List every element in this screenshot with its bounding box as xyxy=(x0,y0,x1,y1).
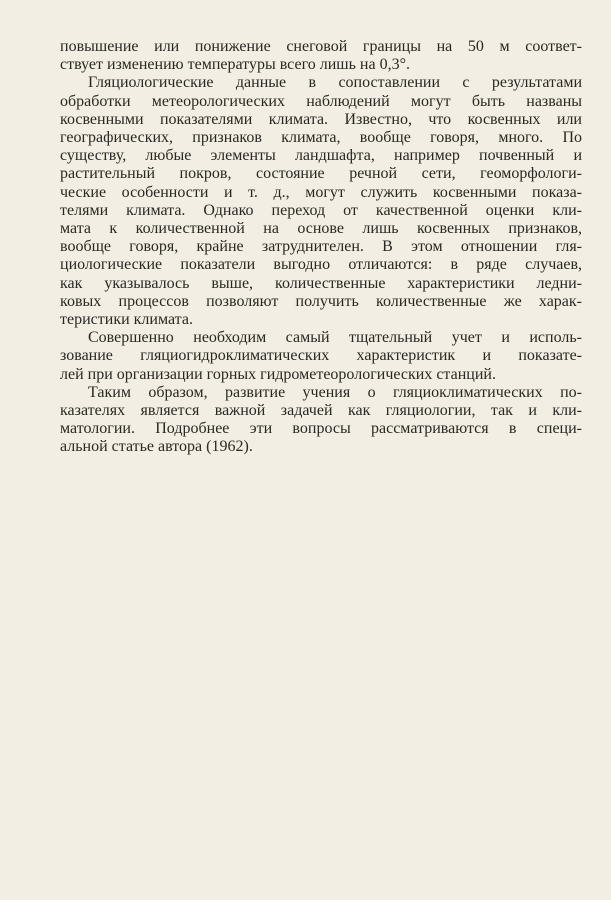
text-line: обработки метеорологических наблюдений могут быть названы xyxy=(60,92,582,110)
text-line: казателях является важной задачей как гляциологии, так и кли- xyxy=(60,402,582,420)
text-line: растительный покров, состояние речной сети, геоморфологи- xyxy=(60,165,582,183)
paragraph-stations xyxy=(60,329,582,384)
text-line: мата к количественной на основе лишь косвенных признаков, xyxy=(60,220,582,238)
text-line: Гляциологические данные в сопоставлении с результатами xyxy=(88,74,582,92)
text-line: лей при организации горных гидрометеорологических станций. xyxy=(60,365,496,383)
text-line: ческие особенности и т. д., могут служить косвенными показа- xyxy=(60,183,582,201)
text-line: матологии. Подробнее эти вопросы рассматриваются в специ- xyxy=(60,420,582,438)
text-line: географических, признаков климата, вообще говоря, много. По xyxy=(60,129,582,147)
text-line: как указывалось выше, количественные характеристики ледни- xyxy=(60,274,582,292)
text-line: циологические показатели выгодно отличаются: в ряде случаев, xyxy=(60,256,582,274)
text-line: Совершенно необходим самый тщательный учет и исполь- xyxy=(88,329,582,347)
page-text xyxy=(60,38,582,457)
text-line: существу, любые элементы ландшафта, например почвенный и xyxy=(60,147,582,165)
text-line: вообще говоря, крайне затруднителен. В этом отношении гля- xyxy=(60,238,582,256)
text-line: повышение или понижение снеговой границы на 50 м соответ- xyxy=(60,38,582,55)
text-line: косвенными показателями климата. Известно, что косвенных или xyxy=(60,110,582,128)
paragraph-glaciological-data xyxy=(60,74,582,329)
text-line: ствует изменению температуры всего лишь на 0,3°. xyxy=(60,56,410,74)
text-line: телями климата. Однако переход от качественной оценки кли- xyxy=(60,201,582,219)
text-line: альной статье автора (1962). xyxy=(60,438,253,456)
text-line: теристики климата. xyxy=(60,311,193,329)
paragraph-conclusion xyxy=(60,384,582,457)
text-line: зование гляциогидроклиматических характеристик и показате- xyxy=(60,347,582,365)
paragraph-snow-line xyxy=(60,38,582,74)
text-line: ковых процессов позволяют получить количественные же харак- xyxy=(60,292,582,310)
text-line: Таким образом, развитие учения о гляциоклиматических по- xyxy=(88,383,582,401)
